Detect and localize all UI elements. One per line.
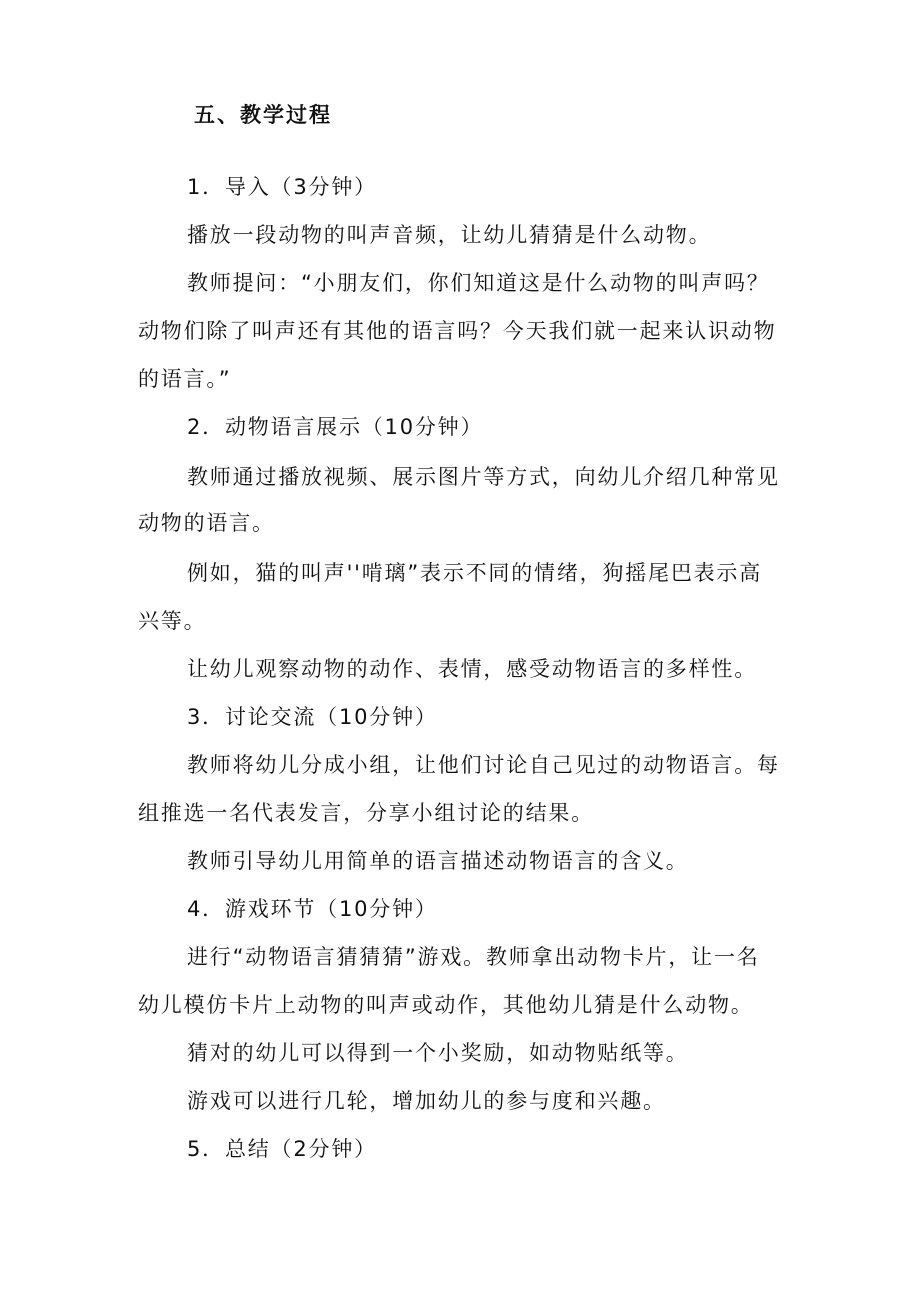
- section-title: 五、教学过程: [194, 103, 332, 127]
- paragraph-line: 的语言。”: [138, 367, 232, 391]
- step-heading-intro: 1．导入（3分钟）: [187, 175, 377, 199]
- step-heading-discussion: 3．讨论交流（10分钟）: [187, 705, 438, 729]
- paragraph-line: 让幼儿观察动物的动作、表情，感受动物语言的多样性。: [187, 657, 757, 681]
- paragraph-line: 动物们除了叫声还有其他的语言吗？今天我们就一起来认识动物: [138, 319, 777, 343]
- paragraph-line: 教师引导幼儿用简单的语言描述动物语言的含义。: [187, 849, 689, 873]
- paragraph-line: 兴等。: [138, 609, 207, 633]
- paragraph-line: 教师将幼儿分成小组，让他们讨论自己见过的动物语言。每: [187, 753, 780, 777]
- step-heading-game: 4．游戏环节（10分钟）: [187, 897, 438, 921]
- paragraph-line: 猜对的幼儿可以得到一个小奖励，如动物贴纸等。: [187, 1041, 689, 1065]
- paragraph-line: 教师通过播放视频、展示图片等方式，向幼儿介绍几种常见: [187, 465, 780, 489]
- paragraph-line: 组推选一名代表发言，分享小组讨论的结果。: [138, 801, 594, 825]
- step-heading-showcase: 2．动物语言展示（10分钟）: [187, 415, 484, 439]
- paragraph-line: 例如，猫的叫声''啃璃”表示不同的情绪，狗摇尾巴表示高: [187, 561, 763, 585]
- step-heading-summary: 5．总结（2分钟）: [187, 1137, 377, 1161]
- paragraph-line: 幼儿模仿卡片上动物的叫声或动作，其他幼儿猜是什么动物。: [138, 993, 754, 1017]
- paragraph-line: 播放一段动物的叫声音频，让幼儿猜猜是什么动物。: [187, 223, 712, 247]
- paragraph-line: 进行“动物语言猜猜猜”游戏。教师拿出动物卡片，让一名: [187, 945, 760, 969]
- paragraph-line: 动物的语言。: [138, 511, 275, 535]
- paragraph-line: 游戏可以进行几轮，增加幼儿的参与度和兴趣。: [187, 1089, 666, 1113]
- paragraph-line: 教师提问：“小朋友们，你们知道这是什么动物的叫声吗？: [187, 271, 770, 295]
